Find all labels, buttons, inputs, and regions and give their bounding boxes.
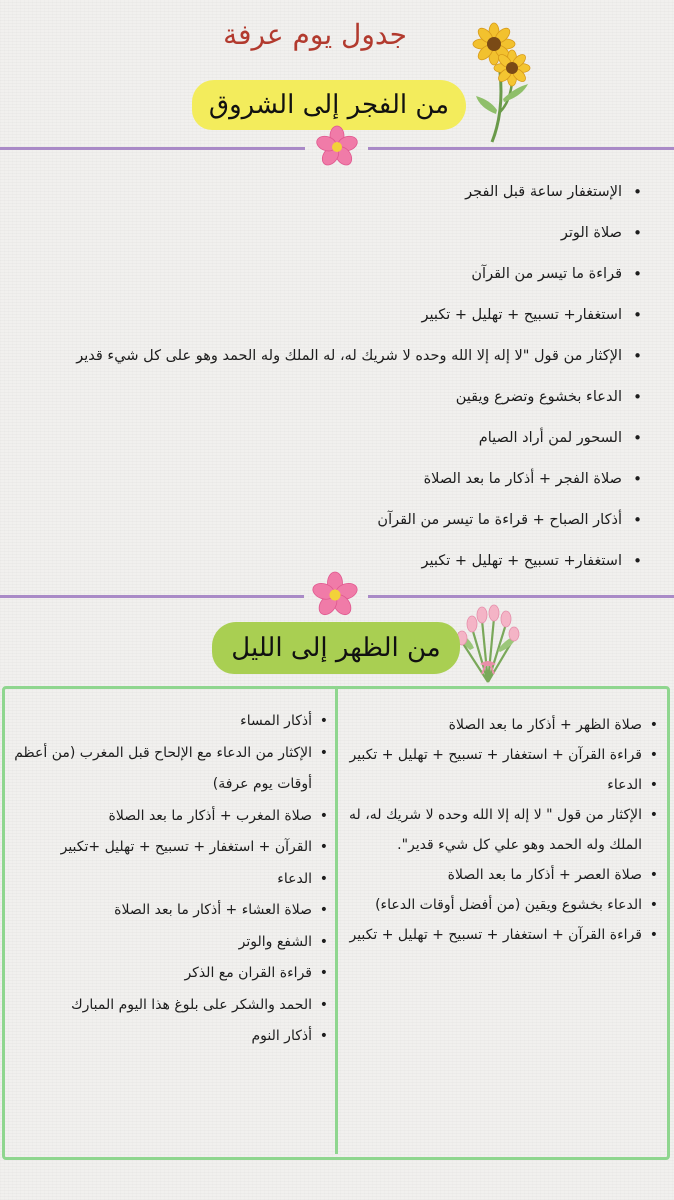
list-item: • قراءة القران مع الذكر	[8, 958, 330, 990]
sunflower-icon	[470, 22, 540, 146]
list-item: • قراءة القرآن + استغفار + تسبيح + تهليل + تكبير	[348, 920, 660, 950]
list-item: • الدعاء بخشوع ويقين (من أفضل أوقات الدعاء)	[348, 890, 660, 920]
list-item: • قراءة ما تيسر من القرآن	[24, 254, 644, 295]
list-item: • الإكثار من قول " لا إله إلا الله وحده لا شريك له، له الملك وله الحمد وهو علي كل شيء قدير".	[348, 800, 660, 860]
list-item: • أذكار المساء	[8, 706, 330, 738]
list-item: • صلاة الظهر + أذكار ما بعد الصلاة	[348, 710, 660, 740]
list-item: • الإكثار من الدعاء مع الإلحاح قبل المغرب (من أعظم أوقات يوم عرفة)	[8, 738, 330, 801]
list-item: • الدعاء بخشوع وتضرع ويقين	[24, 377, 644, 418]
list-item: • قراءة القرآن + استغفار + تسبيح + تهليل + تكبير	[348, 740, 660, 770]
section-heading-noon: من الظهر إلى الليل	[212, 622, 460, 674]
list-item: • صلاة العشاء + أذكار ما بعد الصلاة	[8, 895, 330, 927]
list-item: • الدعاء	[348, 770, 660, 800]
list-item: • الدعاء	[8, 864, 330, 896]
list-item: • صلاة الوتر	[24, 213, 644, 254]
list-item: • صلاة المغرب + أذكار ما بعد الصلاة	[8, 801, 330, 833]
list-item: • الإستغفار ساعة قبل الفجر	[24, 172, 644, 213]
divider	[368, 147, 674, 150]
list-item: • صلاة العصر + أذكار ما بعد الصلاة	[348, 860, 660, 890]
list-item: • صلاة الفجر + أذكار ما بعد الصلاة	[24, 459, 644, 500]
list-item: • القرآن + استغفار + تسبيح + تهليل +تكبير	[8, 832, 330, 864]
dawn-list	[24, 172, 644, 582]
column-divider	[335, 688, 338, 1154]
list-item: • السحور لمن أراد الصيام	[24, 418, 644, 459]
list-item: • استغفار+ تسبيح + تهليل + تكبير	[24, 295, 644, 336]
list-item: • استغفار+ تسبيح + تهليل + تكبير	[24, 541, 644, 582]
list-item: • الإكثار من قول "لا إله إلا الله وحده لا شريك له، له الملك وله الحمد وهو على كل شيء قدير	[24, 336, 644, 377]
list-item: • الحمد والشكر على بلوغ هذا اليوم المبارك	[8, 990, 330, 1022]
list-item: • أذكار النوم	[8, 1021, 330, 1053]
divider	[0, 595, 304, 598]
list-item: • أذكار الصباح + قراءة ما تيسر من القرآن	[24, 500, 644, 541]
list-item: • الشفع والوتر	[8, 927, 330, 959]
divider	[0, 147, 305, 150]
page-title: جدول يوم عرفة	[223, 18, 407, 51]
pink-flower-icon	[309, 570, 361, 620]
evening-list	[8, 706, 330, 1053]
pink-flower-icon	[313, 124, 361, 170]
afternoon-list	[348, 710, 660, 950]
tulip-bouquet-icon	[452, 598, 522, 686]
section-heading-dawn: من الفجر إلى الشروق	[192, 80, 466, 130]
